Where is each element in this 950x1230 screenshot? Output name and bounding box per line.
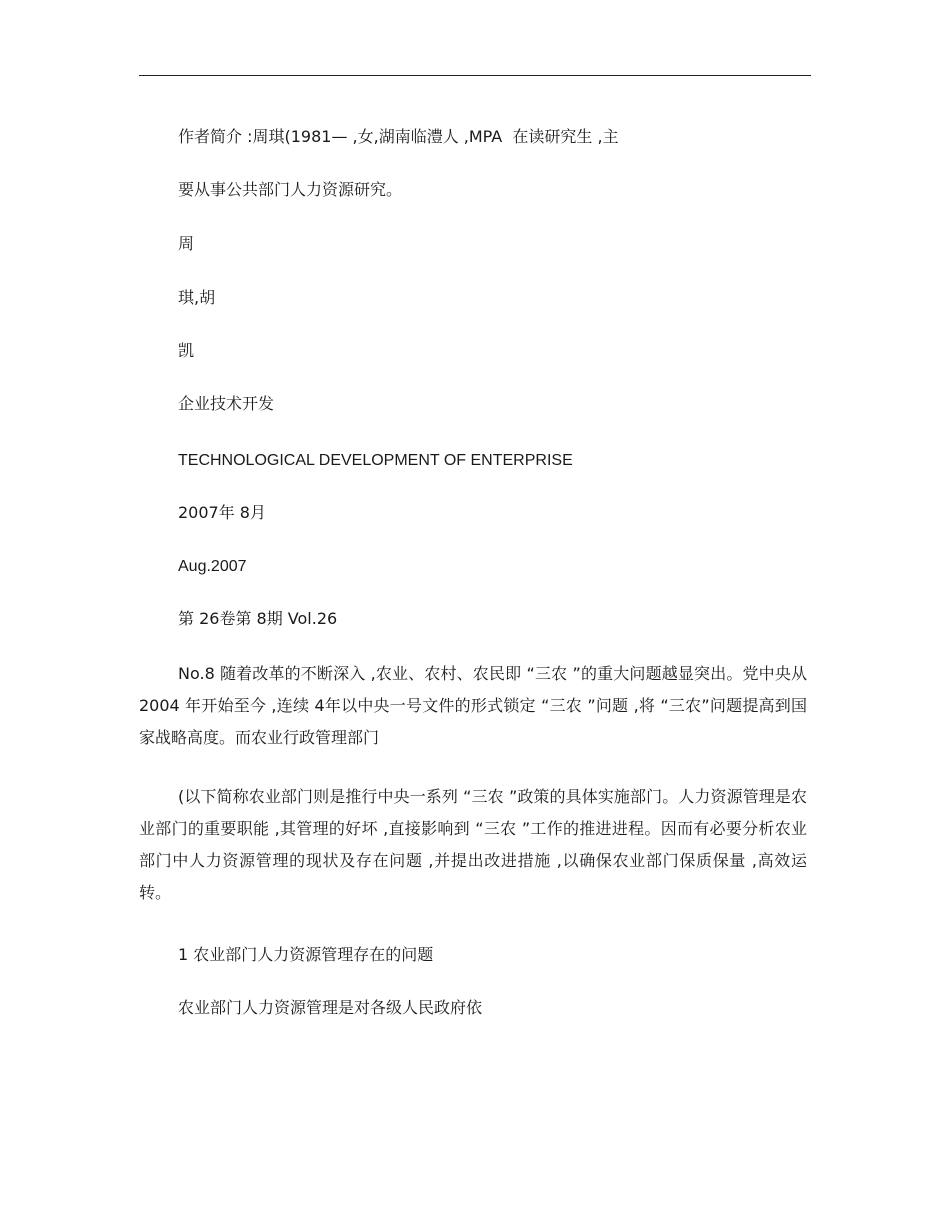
body-paragraph-1: No.8 随着改革的不断深入 ,农业、农村、农民即 “三农 ”的重大问题越显突出。党中央从 2004 年开始至今 ,连续 4年以中央一号文件的形式锁定 “三农 ”问题 ,将 “三农”问题提高到国家战略高度。而农业行政管理部门 xyxy=(139,664,807,747)
author-name-3: 凯 xyxy=(178,341,195,360)
body-last-line: 农业部门人力资源管理是对各级人民政府依 xyxy=(178,998,483,1017)
issue-date-cn: 2007年 8月 xyxy=(178,503,266,522)
author-name-1: 周 xyxy=(178,234,195,253)
journal-title-cn: 企业技术开发 xyxy=(178,394,275,413)
header-rule xyxy=(139,75,811,76)
volume-info: 第 26卷第 8期 Vol.26 xyxy=(178,609,338,628)
author-bio-line-2: 要从事公共部门人力资源研究。 xyxy=(178,180,403,199)
author-bio-line-1: 作者简介 :周琪(1981— ,女,湖南临澧人 ,MPA 在读研究生 ,主 xyxy=(178,127,619,146)
issue-date-en: Aug.2007 xyxy=(178,558,247,575)
body-paragraph-2: (以下简称农业部门则是推行中央一系列 “三农 ”政策的具体实施部门。人力资源管理是农业部门的重要职能 ,其管理的好坏 ,直接影响到 “三农 ”工作的推进进程。因而有必要分析农业部门中人力资源管理的现状及存在问题 ,并提出改进措施 ,以确保农业部门保质保量 ,高效运转。 xyxy=(139,787,807,902)
journal-title-en: TECHNOLOGICAL DEVELOPMENT OF ENTERPRISE xyxy=(178,452,573,469)
section-heading-1: 1 农业部门人力资源管理存在的问题 xyxy=(178,945,434,964)
author-name-2: 琪,胡 xyxy=(178,288,216,307)
